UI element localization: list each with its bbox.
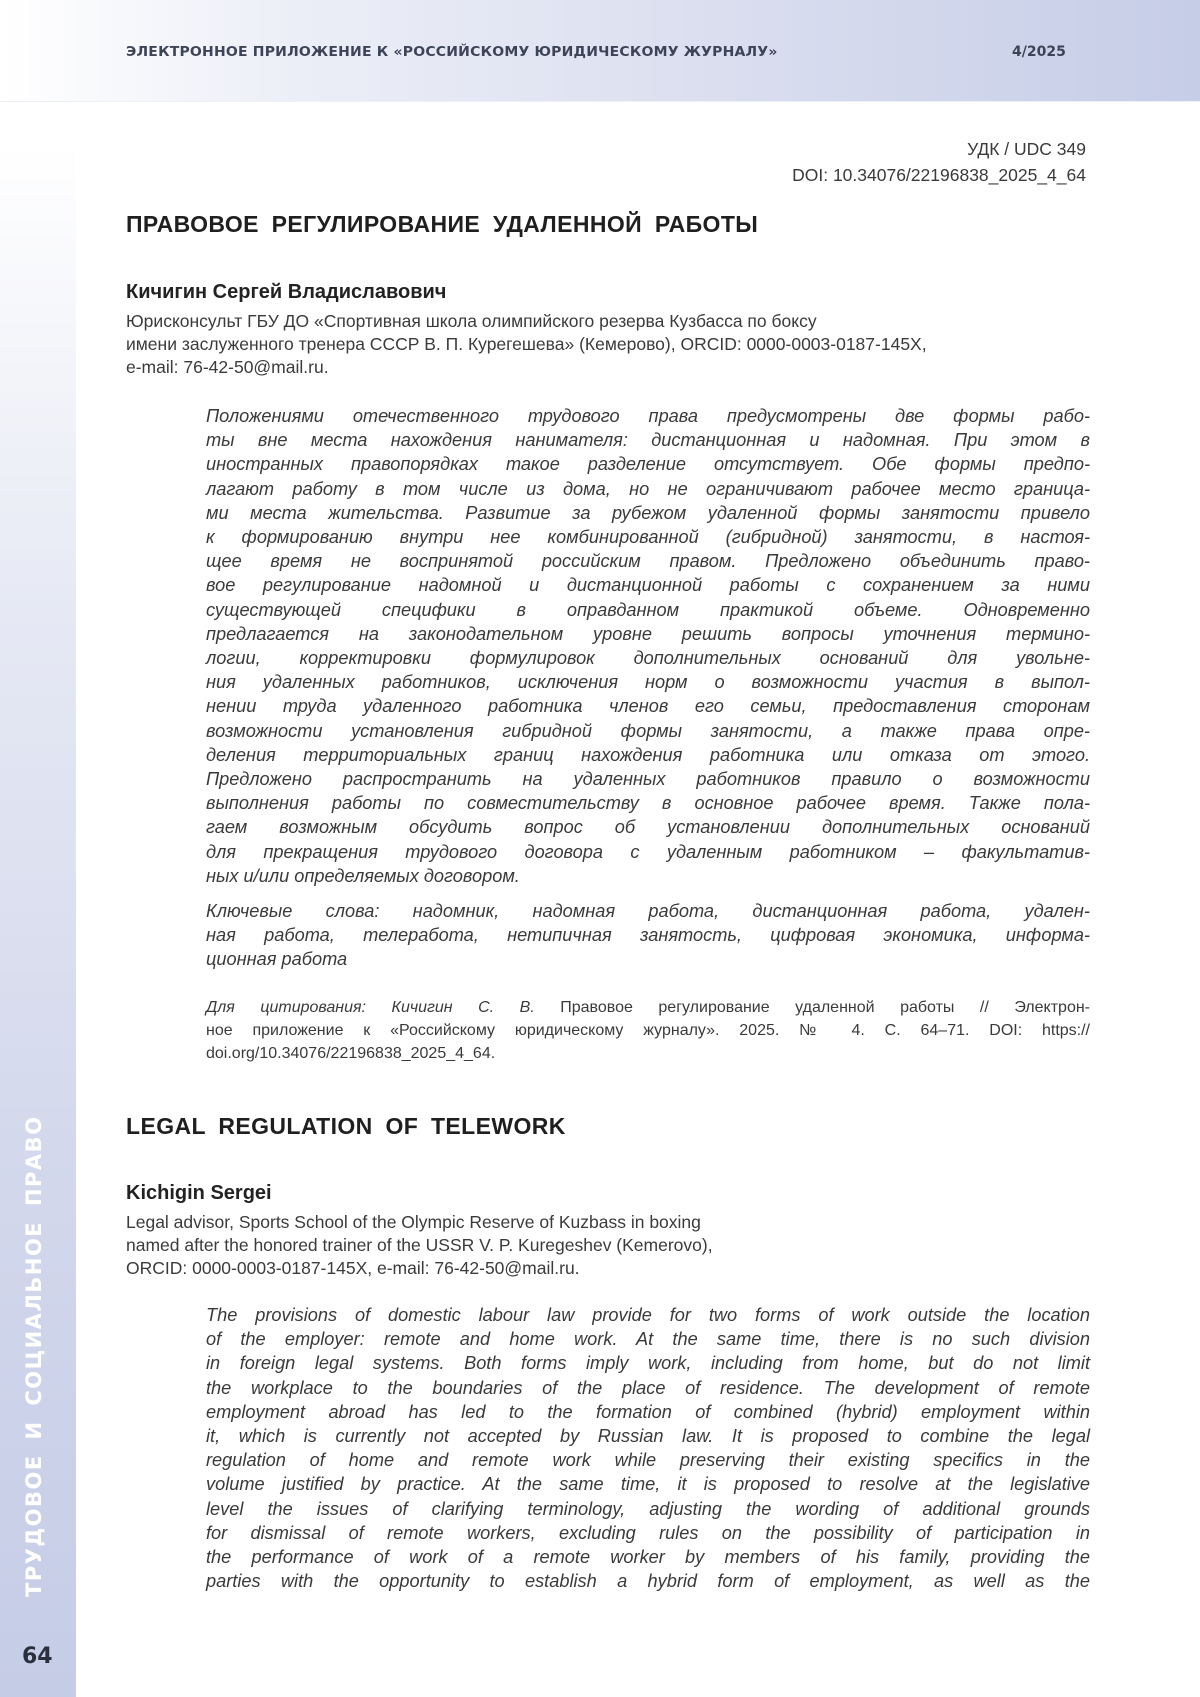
author-affiliation-en xyxy=(126,1211,1086,1280)
abstract-line: деления территориальных границ нахождения работника или отказа от этого. xyxy=(206,744,1090,765)
abstract-line: гаем возможным обсудить вопрос об установлении дополнительных оснований xyxy=(206,817,1090,838)
keywords-line: ная работа, телеработа, нетипичная занятость, цифровая экономика, информа- xyxy=(206,925,1090,946)
abstract-ru xyxy=(206,404,1090,888)
udc-code: УДК / UDC 349 xyxy=(967,139,1086,159)
doi: DOI: 10.34076/22196838_2025_4_64 xyxy=(792,165,1086,185)
abstract-line: employment abroad has led to the formation of combined (hybrid) employment within xyxy=(206,1401,1090,1422)
abstract-line: выполнения работы по совместительству в основное рабочее время. Также пола- xyxy=(206,793,1090,814)
affiliation-line: имени заслуженного тренера СССР В. П. Курегешева» (Кемерово), ORCID: 0000-0003-0187-145X, xyxy=(126,334,927,354)
citation-doi-link[interactable]: doi.org/10.34076/22196838_2025_4_64. xyxy=(206,1045,496,1062)
abstract-line: нении труда удаленного работника членов его семьи, предоставления сторонам xyxy=(206,696,1090,717)
abstract-line: предлагается на законодательном уровне решить вопросы уточнения термино- xyxy=(206,623,1090,644)
abstract-line: лагают работу в том числе из дома, но не ограничивают рабочее место граница- xyxy=(206,478,1090,499)
article-title-ru: ПРАВОВОЕ РЕГУЛИРОВАНИЕ УДАЛЕННОЙ РАБОТЫ xyxy=(126,211,759,237)
abstract-line: логии, корректировки формулировок дополнительных оснований для увольне- xyxy=(206,648,1090,669)
email-link[interactable]: e-mail: 76-42-50@mail.ru. xyxy=(126,357,329,377)
keywords-line: Ключевые слова: надомник, надомная работа, дистанционная работа, удален- xyxy=(206,901,1090,921)
page-number: 64 xyxy=(22,1644,53,1669)
citation-line xyxy=(206,996,1090,1019)
citation-line: ное приложение к «Российскому юридическому журналу». 2025. № 4. С. 64–71. DOI: https:// xyxy=(206,1022,1090,1039)
article-title-en: LEGAL REGULATION OF TELEWORK xyxy=(126,1113,566,1139)
abstract-line: for dismissal of remote workers, excluding rules on the possibility of participation in xyxy=(206,1522,1090,1543)
abstract-line: level the issues of clarifying terminology, adjusting the wording of additional grounds xyxy=(206,1498,1090,1519)
citation-label: Для цитирования: Кичигин С. В. xyxy=(206,999,535,1016)
abstract-line: существующей специфики в оправданном практикой объеме. Одновременно xyxy=(206,599,1090,620)
citation-text: Правовое регулирование удаленной работы // Электрон- xyxy=(534,999,1091,1016)
abstract-line: ми места жительства. Развитие за рубежом удаленной формы занятости привело xyxy=(206,502,1090,523)
abstract-line: ния удаленных работников, исключения норм о возможности участия в выпол- xyxy=(206,672,1090,693)
abstract-line: для прекращения трудового договора с удаленным работником – факультатив- xyxy=(206,841,1090,862)
abstract-en xyxy=(206,1303,1090,1593)
journal-title: ЭЛЕКТРОННОЕ ПРИЛОЖЕНИЕ К «РОССИЙСКОМУ ЮРИДИЧЕСКОМУ ЖУРНАЛУ» xyxy=(126,44,778,60)
issue-number: 4/2025 xyxy=(1012,44,1066,60)
abstract-line: иностранных правопорядках такое разделение отсутствует. Обе формы предпо- xyxy=(206,454,1090,475)
abstract-line: volume justified by practice. At the same time, it is proposed to resolve at the legislative xyxy=(206,1474,1090,1495)
keywords-ru xyxy=(206,899,1090,972)
abstract-line: ты вне места нахождения нанимателя: дистанционная и надомная. При этом в xyxy=(206,430,1090,451)
abstract-line: it, which is currently not accepted by Russian law. It is proposed to combine the legal xyxy=(206,1426,1090,1447)
affiliation-line xyxy=(126,1257,1086,1280)
citation-block xyxy=(206,996,1090,1065)
section-label: ТРУДОВОЕ И СОЦИАЛЬНОЕ ПРАВО xyxy=(22,1115,46,1597)
abstract-line: щее время не воспринятой российским правом. Предложено объединить право- xyxy=(206,551,1090,572)
affiliation-line: named after the honored trainer of the USSR V. P. Kuregeshev (Kemerovo), xyxy=(126,1235,713,1255)
udc-doi-block xyxy=(792,136,1086,188)
email-link[interactable]: ORCID: 0000-0003-0187-145X, e-mail: 76-42-50@mail.ru. xyxy=(126,1258,580,1278)
abstract-line: of the employer: remote and home work. At the same time, there is no such division xyxy=(206,1329,1090,1350)
abstract-line: Предложено распространить на удаленных работников правило о возможности xyxy=(206,769,1090,790)
abstract-line: in foreign legal systems. Both forms imply work, including from home, but do not limit xyxy=(206,1353,1090,1374)
abstract-line: The provisions of domestic labour law provide for two forms of work outside the location xyxy=(206,1305,1090,1325)
author-affiliation-ru xyxy=(126,310,1086,379)
abstract-line: parties with the opportunity to establish a hybrid form of employment, as well as the xyxy=(206,1571,1090,1592)
abstract-line: the performance of work of a remote worker by members of his family, providing the xyxy=(206,1547,1090,1568)
abstract-line: к формированию внутри нее комбинированной (гибридной) занятости, в настоя- xyxy=(206,527,1090,548)
affiliation-line: Legal advisor, Sports School of the Olympic Reserve of Kuzbass in boxing xyxy=(126,1212,701,1232)
affiliation-line: Юрисконсульт ГБУ ДО «Спортивная школа олимпийского резерва Кузбасса по боксу xyxy=(126,311,817,331)
author-name-ru: Кичигин Сергей Владиславович xyxy=(126,281,447,303)
abstract-line: вое регулирование надомной и дистанционной работы с сохранением за ними xyxy=(206,575,1090,596)
affiliation-line xyxy=(126,356,1086,379)
abstract-line: the workplace to the boundaries of the place of residence. The development of remote xyxy=(206,1377,1090,1398)
abstract-line: Положениями отечественного трудового права предусмотрены две формы рабо- xyxy=(206,406,1090,426)
journal-header xyxy=(0,0,1200,102)
abstract-line: regulation of home and remote work while preserving their existing specifics in the xyxy=(206,1450,1090,1471)
keywords-line: ционная работа xyxy=(206,949,348,970)
author-name-en: Kichigin Sergei xyxy=(126,1182,272,1204)
abstract-line: ных и/или определяемых договором. xyxy=(206,865,520,886)
abstract-line: возможности установления гибридной формы занятости, а также права опре- xyxy=(206,720,1090,741)
